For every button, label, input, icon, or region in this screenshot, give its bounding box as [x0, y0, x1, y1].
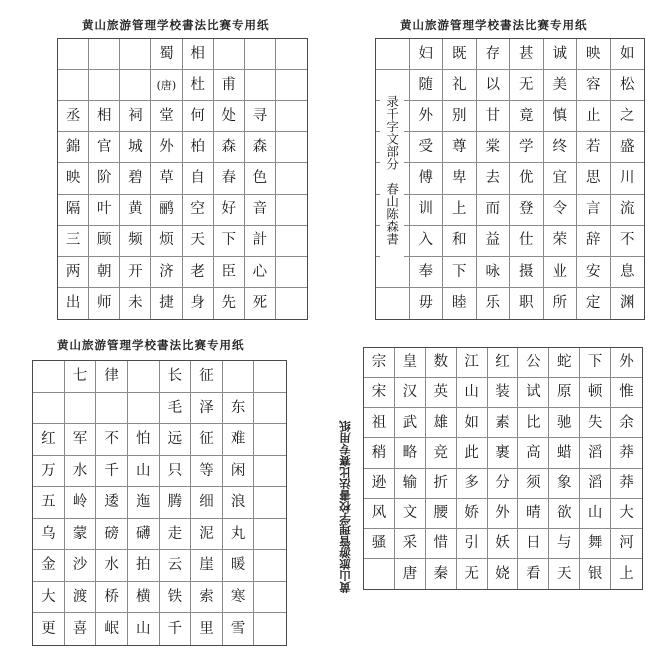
grid-cell — [120, 39, 151, 70]
grid-cell: 裹 — [488, 438, 519, 468]
grid-cell: 职 — [510, 288, 544, 319]
grid-cell: 皇 — [395, 348, 426, 378]
grid-cell — [223, 361, 255, 393]
grid-cell: 空 — [183, 195, 214, 226]
grid-cell: 长 — [160, 361, 192, 393]
grid-cell: 荣 — [544, 226, 578, 257]
grid-cell: 宋 — [364, 378, 395, 408]
grid-cell: 相 — [89, 101, 120, 132]
grid-cell — [276, 195, 307, 226]
grid-cell: 臣 — [214, 257, 245, 288]
grid-cell: 江 — [457, 348, 488, 378]
grid-cell — [276, 70, 307, 101]
grid-cell: 余 — [611, 408, 642, 438]
grid-cell — [276, 101, 307, 132]
grid-cell: 碧 — [120, 163, 151, 194]
grid-cell: 数 — [426, 348, 457, 378]
grid-cell: 师 — [89, 288, 120, 319]
grid-cell — [254, 456, 286, 488]
grid-cell: 怕 — [128, 424, 160, 456]
grid-cell: 和 — [443, 226, 477, 257]
grid-cell: 文 — [395, 499, 426, 529]
grid-cell — [65, 393, 97, 425]
grid-cell — [276, 257, 307, 288]
grid-cell: 下 — [580, 348, 611, 378]
grid-cell: 武 — [395, 408, 426, 438]
grid-cell: 卑 — [443, 163, 477, 194]
grid-cell: 好 — [214, 195, 245, 226]
grid-cell: 惟 — [611, 378, 642, 408]
grid-cell — [376, 288, 410, 319]
grid-cell: 下 — [214, 226, 245, 257]
grid-cell: 傅 — [410, 163, 444, 194]
grid-cell: 蜀 — [151, 39, 182, 70]
grid-cell: 莽 — [611, 469, 642, 499]
grid-cell: 春 — [214, 163, 245, 194]
attribution-text: 录千字文部分 春山陈森書 — [380, 72, 404, 268]
grid-cell: 烦 — [151, 226, 182, 257]
grid-cell: 棠 — [477, 132, 511, 163]
grid-cell: 容 — [577, 70, 611, 101]
grid-cell: 浪 — [223, 487, 255, 519]
grid-cell: 娇 — [457, 499, 488, 529]
grid-cell: 相 — [183, 39, 214, 70]
grid-cell: 诚 — [544, 39, 578, 70]
grid-cell: 引 — [457, 529, 488, 559]
grid-cell — [58, 39, 89, 70]
grid-cell: 安 — [577, 257, 611, 288]
grid-cell: 处 — [214, 101, 245, 132]
grid-cell: 暖 — [223, 550, 255, 582]
grid-cell — [276, 132, 307, 163]
grid-cell — [254, 361, 286, 393]
grid-cell: 祠 — [120, 101, 151, 132]
grid-cell: 云 — [160, 550, 192, 582]
grid-cell: 磅 — [96, 519, 128, 551]
grid-cell: 滔 — [580, 438, 611, 468]
grid-cell: 略 — [395, 438, 426, 468]
grid-cell: 装 — [488, 378, 519, 408]
grid-cell: 滔 — [580, 469, 611, 499]
grid-cell: 盛 — [611, 132, 645, 163]
grid-cell — [254, 424, 286, 456]
grid-cell: 山 — [580, 499, 611, 529]
grid-cell: 森 — [245, 132, 276, 163]
grid-cell: 岷 — [96, 613, 128, 645]
grid-cell: 唐 — [395, 559, 426, 589]
grid-cell: 等 — [191, 456, 223, 488]
grid-cell: 河 — [611, 529, 642, 559]
grid-cell: 蛇 — [549, 348, 580, 378]
grid-cell: 甘 — [477, 101, 511, 132]
grid-cell: 言 — [577, 195, 611, 226]
grid-cell: 計 — [245, 226, 276, 257]
grid-cell: 稍 — [364, 438, 395, 468]
grid-cell: 川 — [611, 163, 645, 194]
grid-cell: 登 — [510, 195, 544, 226]
grid-cell: 妖 — [488, 529, 519, 559]
sheet-title: 黄山旅游管理学校書法比赛专用纸 — [82, 18, 270, 32]
grid-cell: 不 — [96, 424, 128, 456]
grid-cell: 如 — [457, 408, 488, 438]
grid-cell: 毛 — [160, 393, 192, 425]
grid-cell: 更 — [33, 613, 65, 645]
grid-cell: 身 — [183, 288, 214, 319]
grid-cell: 官 — [89, 132, 120, 163]
grid-cell — [128, 393, 160, 425]
grid-cell: 丸 — [223, 519, 255, 551]
grid-cell: 喜 — [65, 613, 97, 645]
grid-cell: 横 — [128, 582, 160, 614]
grid-cell: 山 — [128, 456, 160, 488]
grid-cell: 多 — [457, 469, 488, 499]
grid-cell: 大 — [611, 499, 642, 529]
grid-cell: 娆 — [488, 559, 519, 589]
grid-cell: 捷 — [151, 288, 182, 319]
grid-cell: 输 — [395, 469, 426, 499]
grid-cell: 錦 — [58, 132, 89, 163]
grid-cell: 自 — [183, 163, 214, 194]
grid-cell — [364, 559, 395, 589]
grid-cell: 晴 — [518, 499, 549, 529]
grid-cell: 高 — [518, 438, 549, 468]
grid-cell: 闲 — [223, 456, 255, 488]
grid-cell — [254, 393, 286, 425]
grid-cell: 顿 — [580, 378, 611, 408]
grid-cell: 五 — [33, 487, 65, 519]
grid-cell: 渊 — [620, 295, 635, 312]
grid-cell: 别 — [443, 101, 477, 132]
grid-cell: 鹂 — [151, 195, 182, 226]
grid-cell: 雪 — [223, 613, 255, 645]
sheet-title: 黄山旅游管理学校書法比赛专用纸 — [338, 420, 352, 593]
grid-cell: 公 — [518, 348, 549, 378]
grid-cell: 须 — [518, 469, 549, 499]
character-grid — [57, 38, 308, 320]
grid-cell: 迤 — [128, 487, 160, 519]
grid-cell: 素 — [488, 408, 519, 438]
grid-cell: 岭 — [65, 487, 97, 519]
grid-cell: 森 — [214, 132, 245, 163]
grid-cell: 细 — [191, 487, 223, 519]
grid-cell: 难 — [223, 424, 255, 456]
grid-cell: 驰 — [549, 408, 580, 438]
grid-cell — [276, 226, 307, 257]
sheet-title: 黄山旅游管理学校書法比赛专用纸 — [57, 338, 245, 352]
grid-cell: 定 — [577, 288, 611, 319]
grid-cell: 下 — [443, 257, 477, 288]
grid-cell: 杜 — [183, 70, 214, 101]
grid-cell: 外 — [410, 101, 444, 132]
grid-cell: 秦 — [426, 559, 457, 589]
grid-cell: 英 — [426, 378, 457, 408]
grid-cell — [33, 361, 65, 393]
grid-cell: 柏 — [183, 132, 214, 163]
grid-cell: 外 — [151, 132, 182, 163]
grid-cell: 随 — [410, 70, 444, 101]
grid-cell: 逊 — [364, 469, 395, 499]
grid-cell: 映 — [577, 39, 611, 70]
calligraphy-sheet-top-right — [325, 0, 650, 325]
grid-cell: 风 — [364, 499, 395, 529]
grid-cell: 看 — [518, 559, 549, 589]
grid-cell: 宜 — [544, 163, 578, 194]
grid-cell: 色 — [245, 163, 276, 194]
grid-cell: 泽 — [191, 393, 223, 425]
grid-cell: 失 — [580, 408, 611, 438]
grid-cell: 顾 — [89, 226, 120, 257]
grid-cell — [376, 39, 410, 70]
grid-cell: 妇 — [410, 39, 444, 70]
grid-cell: 益 — [477, 226, 511, 257]
grid-cell: 腾 — [160, 487, 192, 519]
calligraphy-sheet-bottom-right — [325, 325, 650, 650]
calligraphy-sheet-top-left — [0, 0, 325, 325]
grid-cell: 受 — [410, 132, 444, 163]
grid-cell: 寒 — [223, 582, 255, 614]
grid-cell: 阶 — [89, 163, 120, 194]
grid-cell: 红 — [33, 424, 65, 456]
grid-cell: 所 — [544, 288, 578, 319]
grid-cell: 优 — [510, 163, 544, 194]
grid-cell: 训 — [410, 195, 444, 226]
grid-cell: 祖 — [364, 408, 395, 438]
grid-cell: 无 — [457, 559, 488, 589]
grid-cell: 竟 — [510, 101, 544, 132]
grid-cell: 慎 — [544, 101, 578, 132]
character-grid — [363, 347, 643, 590]
grid-cell: 宗 — [364, 348, 395, 378]
calligraphy-sheet-bottom-left — [0, 325, 325, 650]
grid-cell: 上 — [619, 565, 634, 582]
grid-cell: 美 — [544, 70, 578, 101]
grid-cell: 采 — [395, 529, 426, 559]
grid-cell: 奉 — [410, 257, 444, 288]
grid-cell — [89, 39, 120, 70]
character-grid — [375, 38, 645, 320]
grid-cell: 流 — [611, 195, 645, 226]
grid-cell — [276, 288, 307, 319]
grid-cell: 沙 — [65, 550, 97, 582]
sheet-title: 黄山旅游管理学校書法比赛专用纸 — [400, 18, 588, 32]
grid-cell: 山 — [457, 378, 488, 408]
grid-cell: 逶 — [96, 487, 128, 519]
grid-cell: 水 — [65, 456, 97, 488]
grid-cell: 红 — [488, 348, 519, 378]
grid-cell: 山 — [128, 613, 160, 645]
grid-cell: 松 — [611, 70, 645, 101]
grid-cell — [214, 39, 245, 70]
grid-cell: 辞 — [577, 226, 611, 257]
grid-cell: 城 — [120, 132, 151, 163]
grid-cell: 乐 — [477, 288, 511, 319]
grid-cell: 比 — [518, 408, 549, 438]
grid-cell: 而 — [477, 195, 511, 226]
grid-cell: 济 — [151, 257, 182, 288]
grid-cell: 朝 — [89, 257, 120, 288]
grid-cell: 铁 — [160, 582, 192, 614]
grid-cell: 军 — [65, 424, 97, 456]
grid-cell: 入 — [410, 226, 444, 257]
grid-cell: 思 — [577, 163, 611, 194]
grid-cell: 金 — [33, 550, 65, 582]
grid-cell: 征 — [191, 424, 223, 456]
grid-cell — [254, 519, 286, 551]
grid-cell: 尊 — [443, 132, 477, 163]
grid-cell: 既 — [443, 39, 477, 70]
grid-cell: 索 — [191, 582, 223, 614]
grid-cell: 无 — [510, 70, 544, 101]
grid-cell: 隔 — [58, 195, 89, 226]
grid-cell — [276, 39, 307, 70]
grid-cell: 分 — [488, 469, 519, 499]
grid-cell: 竞 — [426, 438, 457, 468]
grid-cell: 睦 — [443, 288, 477, 319]
grid-cell — [58, 70, 89, 101]
grid-cell: 雄 — [426, 408, 457, 438]
grid-cell — [89, 70, 120, 101]
grid-cell — [120, 70, 151, 101]
grid-cell — [245, 70, 276, 101]
grid-cell: 礴 — [128, 519, 160, 551]
grid-cell: 以 — [477, 70, 511, 101]
grid-cell: 堂 — [151, 101, 182, 132]
grid-cell: 千 — [160, 613, 192, 645]
character-grid — [32, 360, 287, 646]
grid-cell: 千 — [96, 456, 128, 488]
grid-cell: 甫 — [214, 70, 245, 101]
grid-cell: 桥 — [96, 582, 128, 614]
grid-cell: 走 — [160, 519, 192, 551]
grid-cell: 蒙 — [65, 519, 97, 551]
grid-cell: 两 — [58, 257, 89, 288]
grid-cell: 心 — [245, 257, 276, 288]
grid-cell: 先 — [214, 288, 245, 319]
grid-cell: 何 — [183, 101, 214, 132]
grid-cell: 汉 — [395, 378, 426, 408]
grid-cell: 甚 — [510, 39, 544, 70]
grid-cell — [254, 582, 286, 614]
grid-cell: 折 — [426, 469, 457, 499]
grid-cell — [254, 550, 286, 582]
grid-cell: 之 — [611, 101, 645, 132]
grid-cell: 远 — [160, 424, 192, 456]
grid-cell: 只 — [160, 456, 192, 488]
grid-cell — [128, 361, 160, 393]
grid-cell: 礼 — [443, 70, 477, 101]
grid-cell: 如 — [611, 39, 645, 70]
grid-cell: 仕 — [510, 226, 544, 257]
grid-cell: 终 — [544, 132, 578, 163]
grid-cell — [245, 39, 276, 70]
grid-cell: 音 — [245, 195, 276, 226]
grid-cell: 未 — [120, 288, 151, 319]
grid-cell: 象 — [549, 469, 580, 499]
grid-cell: 拍 — [128, 550, 160, 582]
grid-cell: 映 — [58, 163, 89, 194]
grid-cell: 此 — [457, 438, 488, 468]
grid-cell — [254, 613, 286, 645]
grid-cell: 水 — [96, 550, 128, 582]
grid-cell: 咏 — [477, 257, 511, 288]
grid-cell: 不 — [611, 226, 645, 257]
grid-cell: 七 — [65, 361, 97, 393]
grid-cell: 骚 — [364, 529, 395, 559]
grid-cell: 三 — [58, 226, 89, 257]
grid-cell: 原 — [549, 378, 580, 408]
grid-cell — [33, 393, 65, 425]
grid-cell: 寻 — [245, 101, 276, 132]
grid-cell: 摄 — [510, 257, 544, 288]
grid-cell: 黄 — [120, 195, 151, 226]
grid-cell: 天 — [183, 226, 214, 257]
grid-cell: 外 — [488, 499, 519, 529]
grid-cell: 崖 — [191, 550, 223, 582]
grid-cell: 去 — [477, 163, 511, 194]
grid-cell: 上 — [443, 195, 477, 226]
grid-cell: 腰 — [426, 499, 457, 529]
grid-cell: 日 — [518, 529, 549, 559]
grid-cell: 死 — [245, 288, 276, 319]
grid-cell: 出 — [58, 288, 89, 319]
grid-cell: 若 — [577, 132, 611, 163]
grid-cell: 里 — [191, 613, 223, 645]
grid-cell: 存 — [477, 39, 511, 70]
grid-cell — [276, 163, 307, 194]
grid-cell: 令 — [544, 195, 578, 226]
grid-cell: 莽 — [611, 438, 642, 468]
grid-cell — [96, 393, 128, 425]
grid-cell: 外 — [611, 348, 642, 378]
grid-cell: 万 — [33, 456, 65, 488]
grid-cell: 毋 — [410, 288, 444, 319]
grid-cell: 学 — [510, 132, 544, 163]
grid-cell: 征 — [191, 361, 223, 393]
grid-cell: 天 — [549, 559, 580, 589]
grid-cell: 叶 — [89, 195, 120, 226]
grid-cell: 丞 — [58, 101, 89, 132]
grid-cell: 大 — [33, 582, 65, 614]
grid-cell: 息 — [611, 257, 645, 288]
grid-cell: 银 — [580, 559, 611, 589]
grid-cell: 开 — [120, 257, 151, 288]
grid-cell: 老 — [183, 257, 214, 288]
grid-cell: 草 — [151, 163, 182, 194]
grid-cell: 惜 — [426, 529, 457, 559]
grid-cell: 止 — [577, 101, 611, 132]
grid-cell: 频 — [120, 226, 151, 257]
grid-cell: 乌 — [33, 519, 65, 551]
grid-cell: 律 — [96, 361, 128, 393]
grid-cell: 业 — [544, 257, 578, 288]
grid-cell: 与 — [549, 529, 580, 559]
grid-cell: 试 — [518, 378, 549, 408]
grid-cell: 渡 — [65, 582, 97, 614]
grid-cell: 东 — [223, 393, 255, 425]
grid-cell — [254, 487, 286, 519]
grid-cell: 欲 — [549, 499, 580, 529]
grid-cell: 蜡 — [549, 438, 580, 468]
grid-cell: 泥 — [191, 519, 223, 551]
grid-cell: (唐) — [151, 70, 182, 101]
grid-cell: 舞 — [580, 529, 611, 559]
